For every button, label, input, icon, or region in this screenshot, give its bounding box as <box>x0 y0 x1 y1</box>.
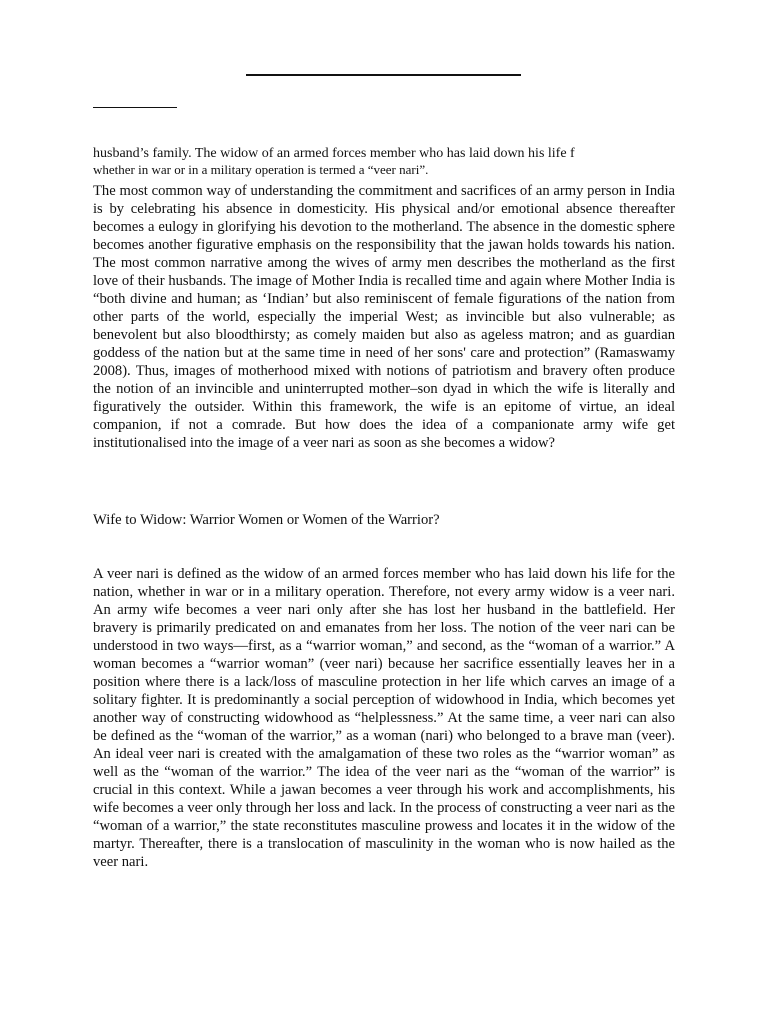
footnote-separator <box>93 107 177 108</box>
footnote-line-2: whether in war or in a military operation is termed a “veer nari”. <box>93 162 429 177</box>
header-rule <box>246 74 521 76</box>
footnote-line-1: husband’s family. The widow of an armed forces member who has laid down his life f <box>93 146 575 161</box>
body-paragraph-2: A veer nari is defined as the widow of an armed forces member who has laid down his life for the nation, whether in war or in a military operation. Therefore, not every army widow is a veer nari. An army wife becomes a veer nari only after she has lost her husband in the battlefield. Her bravery is primarily predicated on and emanates from her loss. The notion of the veer nari can be understood in two ways—first, as a “warrior woman,” and second, as the “woman of a warrior.” A woman becomes a “warrior woman” (veer nari) because her sacrifice essentially leaves her in a position where there is a lack/loss of masculine protection in her life which carves an image of a solitary fighter. It is predominantly a social perception of widowhood in India, which becomes yet another way of constructing widowhood as “helplessness.” At the same time, a veer nari can also be defined as the “woman of the warrior,” as a woman (nari) who belonged to a brave man (veer). An ideal veer nari is created with the amalgamation of these two roles as the “warrior woman” as well as the “woman of the warrior.” The idea of the veer nari as the “woman of the warrior” is crucial in this context. While a jawan becomes a veer through his work and accomplishments, his wife becomes a veer only through her loss and lack. In the process of constructing a veer nari as the “woman of a warrior,” the state reconstitutes masculine prowess and locates it in the widow of the martyr. Thereafter, there is a translocation of masculinity in the woman who is now hailed as the veer nari. <box>93 566 675 870</box>
body-paragraph-1: The most common way of understanding the commitment and sacrifices of an army person in India is by celebrating his absence in domesticity. His physical and/or emotional absence thereafter becomes a eulogy in glorifying his devotion to the motherland. The absence in the domestic sphere becomes another figurative emphasis on the responsibility that the jawan holds towards his nation. The most common narrative among the wives of army men describes the motherland as the first love of their husbands. The image of Mother India is recalled time and again where Mother India is “both divine and human; as ‘Indian’ but also reminiscent of female figurations of the nation from other parts of the world, especially the imperial West; as invincible but also vulnerable; as benevolent but also bloodthirsty; as comely maiden but also as ageless matron; and as guardian goddess of the nation but at the same time in need of her sons' care and protection” (Ramaswamy 2008). Thus, images of motherhood mixed with notions of patriotism and bravery often produce the notion of an invincible and uninterrupted mother–son dyad in which the wife is literally and figuratively the outsider. Within this framework, the wife is an epitome of virtue, an ideal companion, if not a comrade. But how does the idea of a companionate army wife get institutionalised into the image of a veer nari as soon as she becomes a widow? <box>93 183 675 451</box>
section-heading: Wife to Widow: Warrior Women or Women of the Warrior? <box>93 512 440 528</box>
